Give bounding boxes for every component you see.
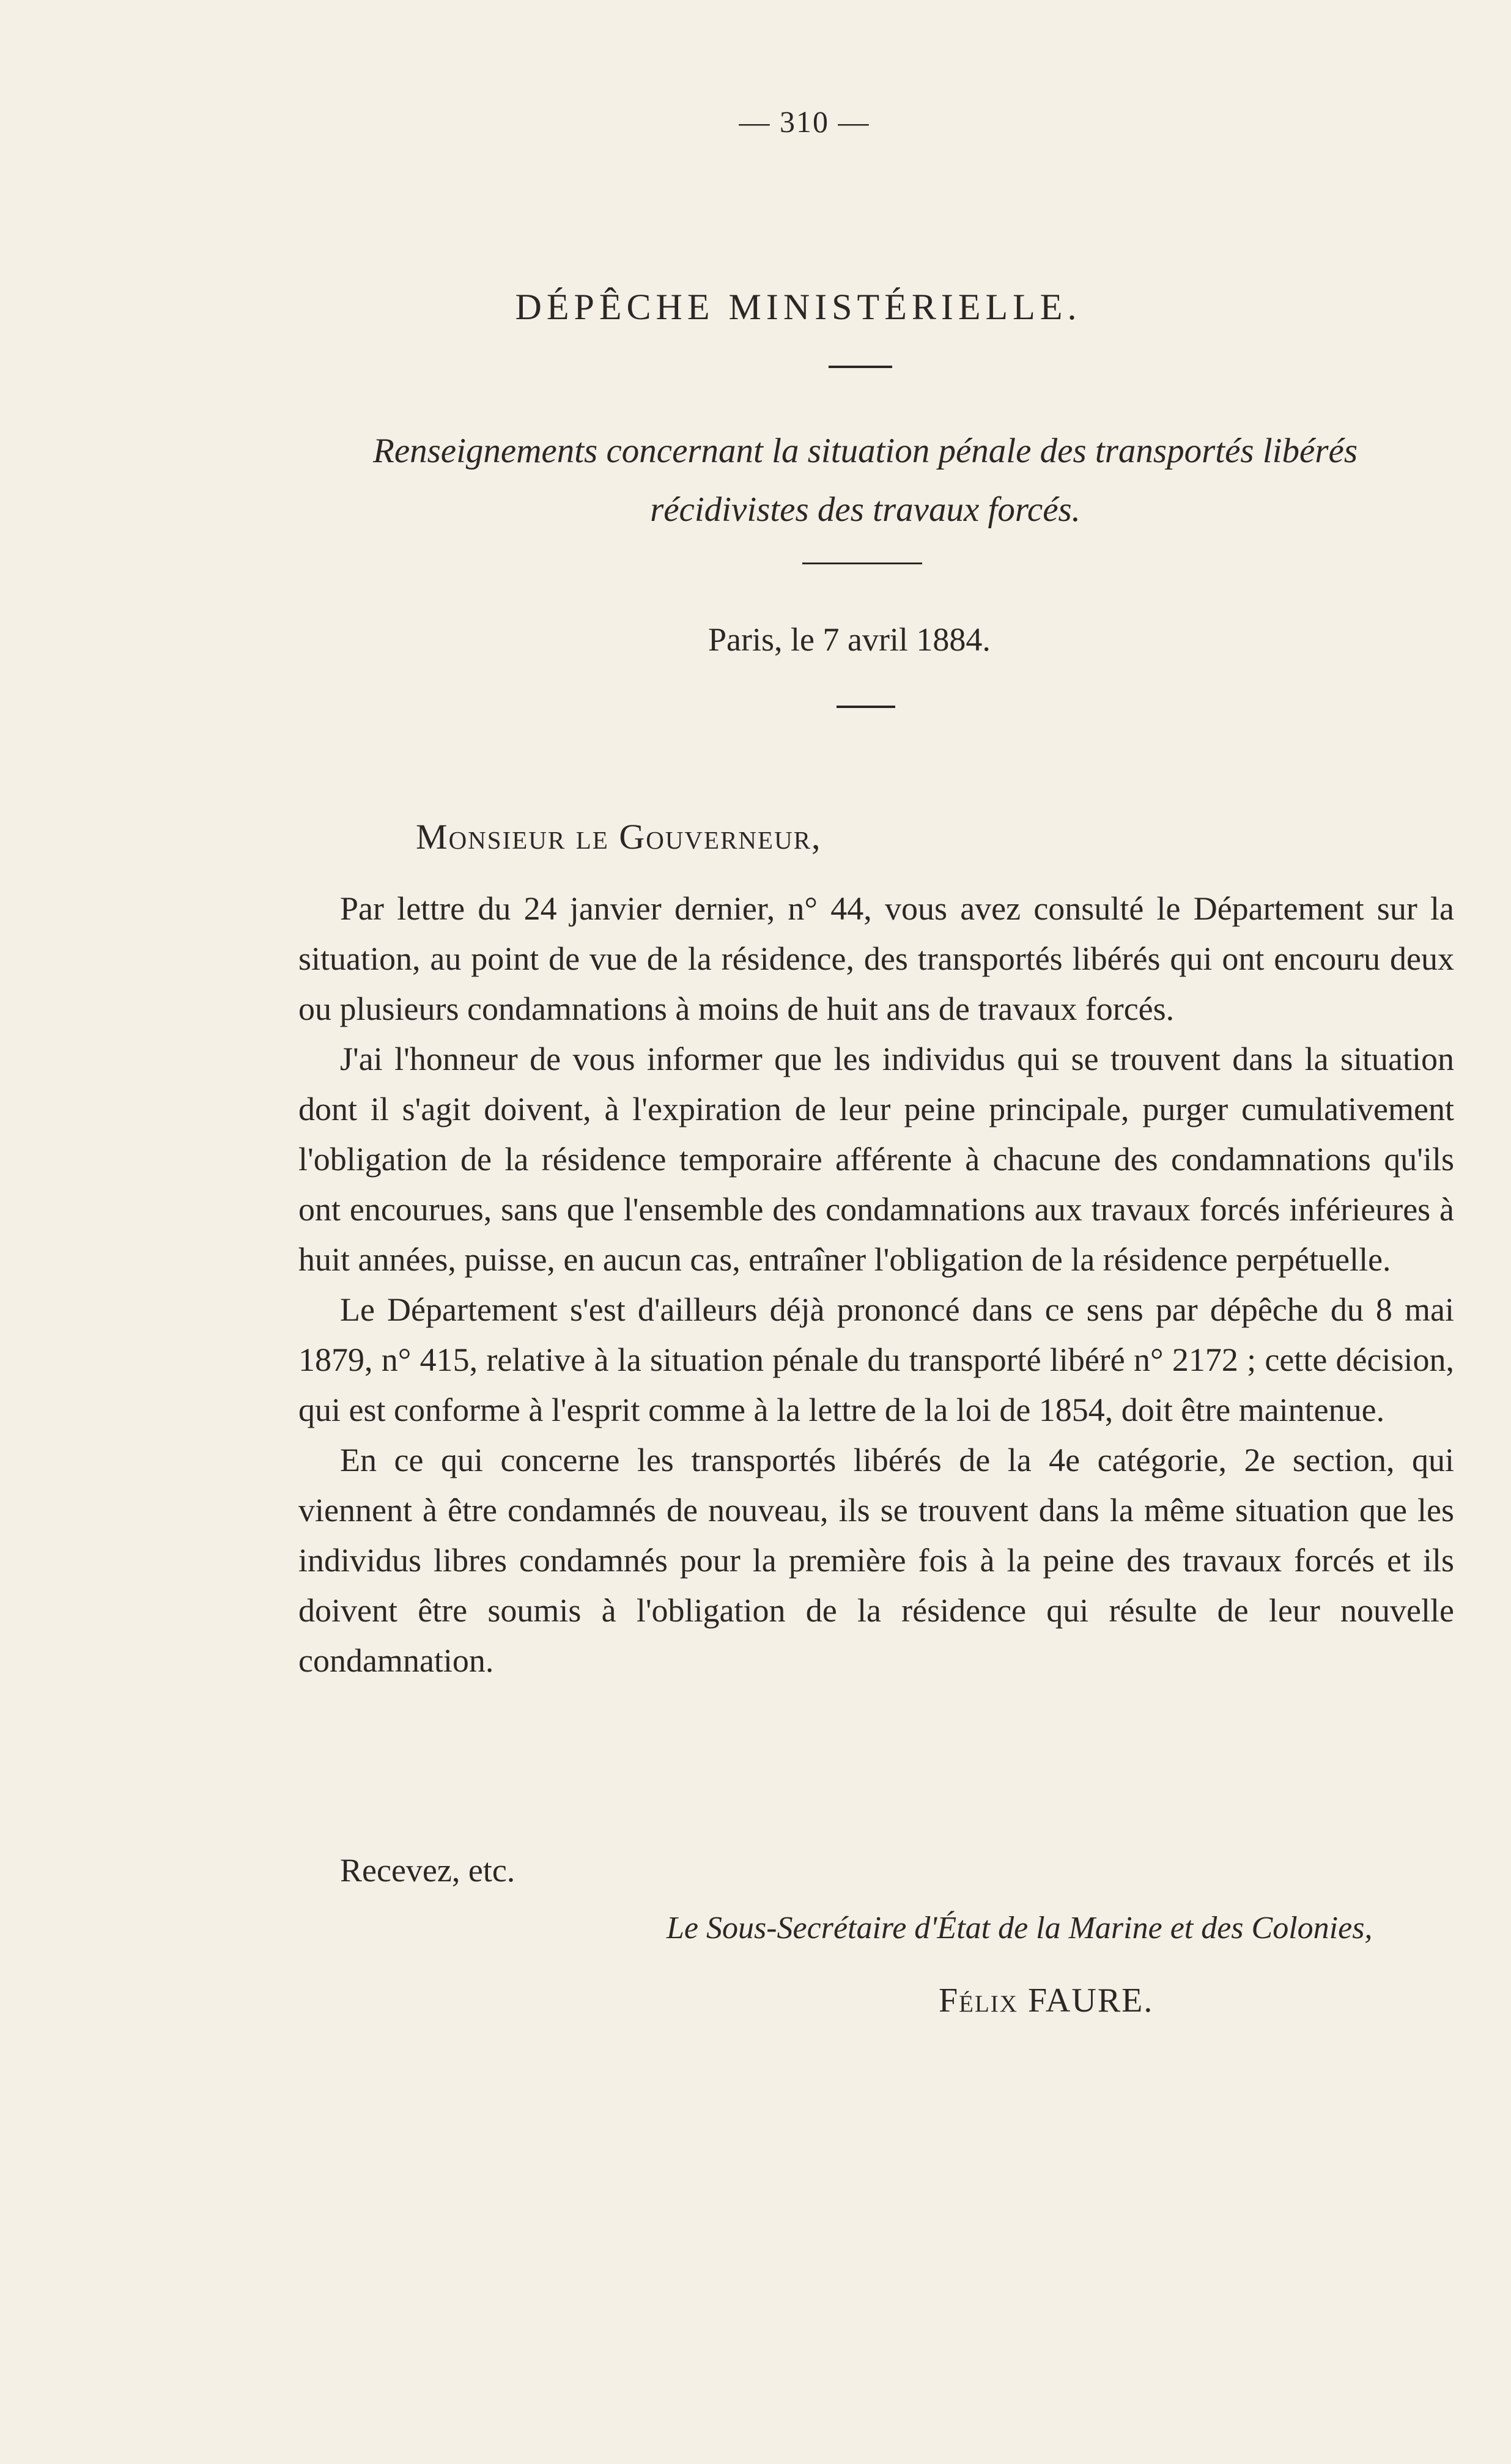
paragraph: J'ai l'honneur de vous informer que les individus qui se trouvent dans la situation dont il s'agit doivent, à l'expiration de leur peine principale, purger cumulativement l'obligation de la résidence temporaire afférente à chacune des condamnations qu'ils ont encourues, sans que l'ensemble des condamnations aux travaux forcés inférieures à huit années, puisse, en aucun cas, entraîner l'obligation de la résidence perpétuelle. bbox=[298, 1041, 1454, 1278]
signature-name: Félix FAURE. bbox=[939, 1982, 1154, 2020]
paragraph: En ce qui concerne les transportés libérés de la 4e catégorie, 2e section, qui viennent à être condamnés de nouveau, ils se trouvent dans la même situation que les individus libres condamnés pour la première fois à la peine des travaux forcés et ils doivent être soumis à l'obligation de la résidence qui résulte de leur nouvelle condamnation. bbox=[298, 1442, 1454, 1679]
signature-title: Le Sous-Secrétaire d'État de la Marine et des Colonies, bbox=[667, 1911, 1373, 1946]
dateline: Paris, le 7 avril 1884. bbox=[708, 621, 991, 658]
document-title: DÉPÊCHE MINISTÉRIELLE. bbox=[515, 287, 1082, 327]
paragraph: Le Département s'est d'ailleurs déjà prononcé dans ce sens par dépêche du 8 mai 1879, n° 415, relative à la situation pénale du transporté libéré n° 2172 ; cette décision, qui est conforme à l'esprit comme à la lettre de la loi de 1854, doit être maintenue. bbox=[298, 1291, 1454, 1428]
letter-body bbox=[298, 883, 1454, 1686]
dateline-divider bbox=[837, 706, 895, 708]
subtitle-divider bbox=[802, 563, 922, 564]
subtitle-line-2: récidivistes des travaux forcés. bbox=[650, 490, 1081, 529]
salutation: Monsieur le Gouverneur, bbox=[416, 817, 822, 857]
page-number: — 310 — bbox=[739, 105, 870, 139]
title-divider bbox=[829, 366, 892, 368]
closing: Recevez, etc. bbox=[340, 1852, 515, 1889]
document-subtitle bbox=[300, 422, 1431, 539]
subtitle-line-1: Renseignements concernant la situation pénale des transportés libérés bbox=[373, 432, 1358, 470]
paragraph: Par lettre du 24 janvier dernier, n° 44, vous avez consulté le Département sur la situation, au point de vue de la résidence, des transportés libérés qui ont encouru deux ou plusieurs condamnations à moins de huit ans de travaux forcés. bbox=[298, 890, 1454, 1027]
